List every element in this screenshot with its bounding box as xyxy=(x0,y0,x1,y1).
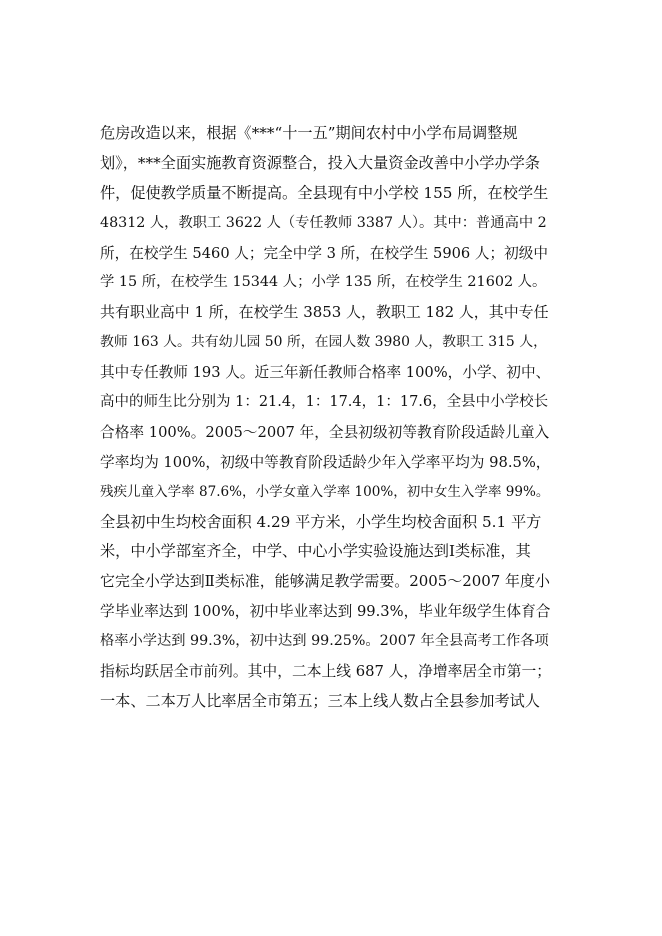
text-line: 件，促使教学质量不断提高。全县现有中小学校 155 所，在校学生 xyxy=(100,183,549,202)
text-line: 48312 人，教职工 3622 人（专任教师 3387 人）。其中：普通高中 2 xyxy=(100,214,547,231)
text-line: 共有职业高中 1 所，在校学生 3853 人，教职工 182 人，其中专任 xyxy=(100,303,549,322)
text-line: 学毕业率达到 100%，初中毕业率达到 99.3%，毕业年级学生体育合 xyxy=(100,603,551,621)
text-line: 危房改造以来，根据《***“十一五”期间农村中小学布局调整规 xyxy=(100,124,518,142)
text-line: 米，中小学部室齐全，中学、中心小学实验设施达到Ⅰ类标准，其 xyxy=(100,542,531,561)
text-line: 残疾儿童入学率 87.6%，小学女童入学率 100%，初中女生入学率 99%。 xyxy=(100,483,550,500)
text-line: 指标均跃居全市前列。其中，二本上线 687 人，净增率居全市第一； xyxy=(100,663,552,681)
text-line: 学 15 所，在校学生 15344 人；小学 135 所，在校学生 21602 人。 xyxy=(100,274,547,291)
text-line: 一本、二本万人比率居全市第五；三本上线人数占全县参加考试人 xyxy=(100,691,540,710)
text-line: 其中专任教师 193 人。近三年新任教师合格率 100%，小学、初中、 xyxy=(100,364,551,382)
text-line: 合格率 100%。2005～2007 年，全县初级初等教育阶段适龄儿童入 xyxy=(100,423,550,441)
text-line: 它完全小学达到Ⅱ类标准，能够满足教学需要。2005～2007 年度小 xyxy=(100,572,550,591)
text-line: 全县初中生均校舍面积 4.29 平方米，小学生均校舍面积 5.1 平方 xyxy=(100,512,542,531)
text-line: 教师 163 人。共有幼儿园 50 所，在园人数 3980 人，教职工 315 人， xyxy=(100,334,547,351)
text-line: 学率均为 100%，初级中等教育阶段适龄少年入学率平均为 98.5%， xyxy=(100,453,551,471)
text-line: 划》，***全面实施教育资源整合，投入大量资金改善中小学办学条 xyxy=(100,153,540,172)
text-line: 所，在校学生 5460 人；完全中学 3 所，在校学生 5906 人；初级中 xyxy=(100,244,549,262)
text-line: 格率小学达到 99.3%，初中达到 99.25%。2007 年全县高考工作各项 xyxy=(100,633,549,650)
body-paragraph xyxy=(100,119,580,717)
text-line: 高中的师生比分别为 1：21.4，1：17.4，1：17.6，全县中小学校长 xyxy=(100,394,549,411)
